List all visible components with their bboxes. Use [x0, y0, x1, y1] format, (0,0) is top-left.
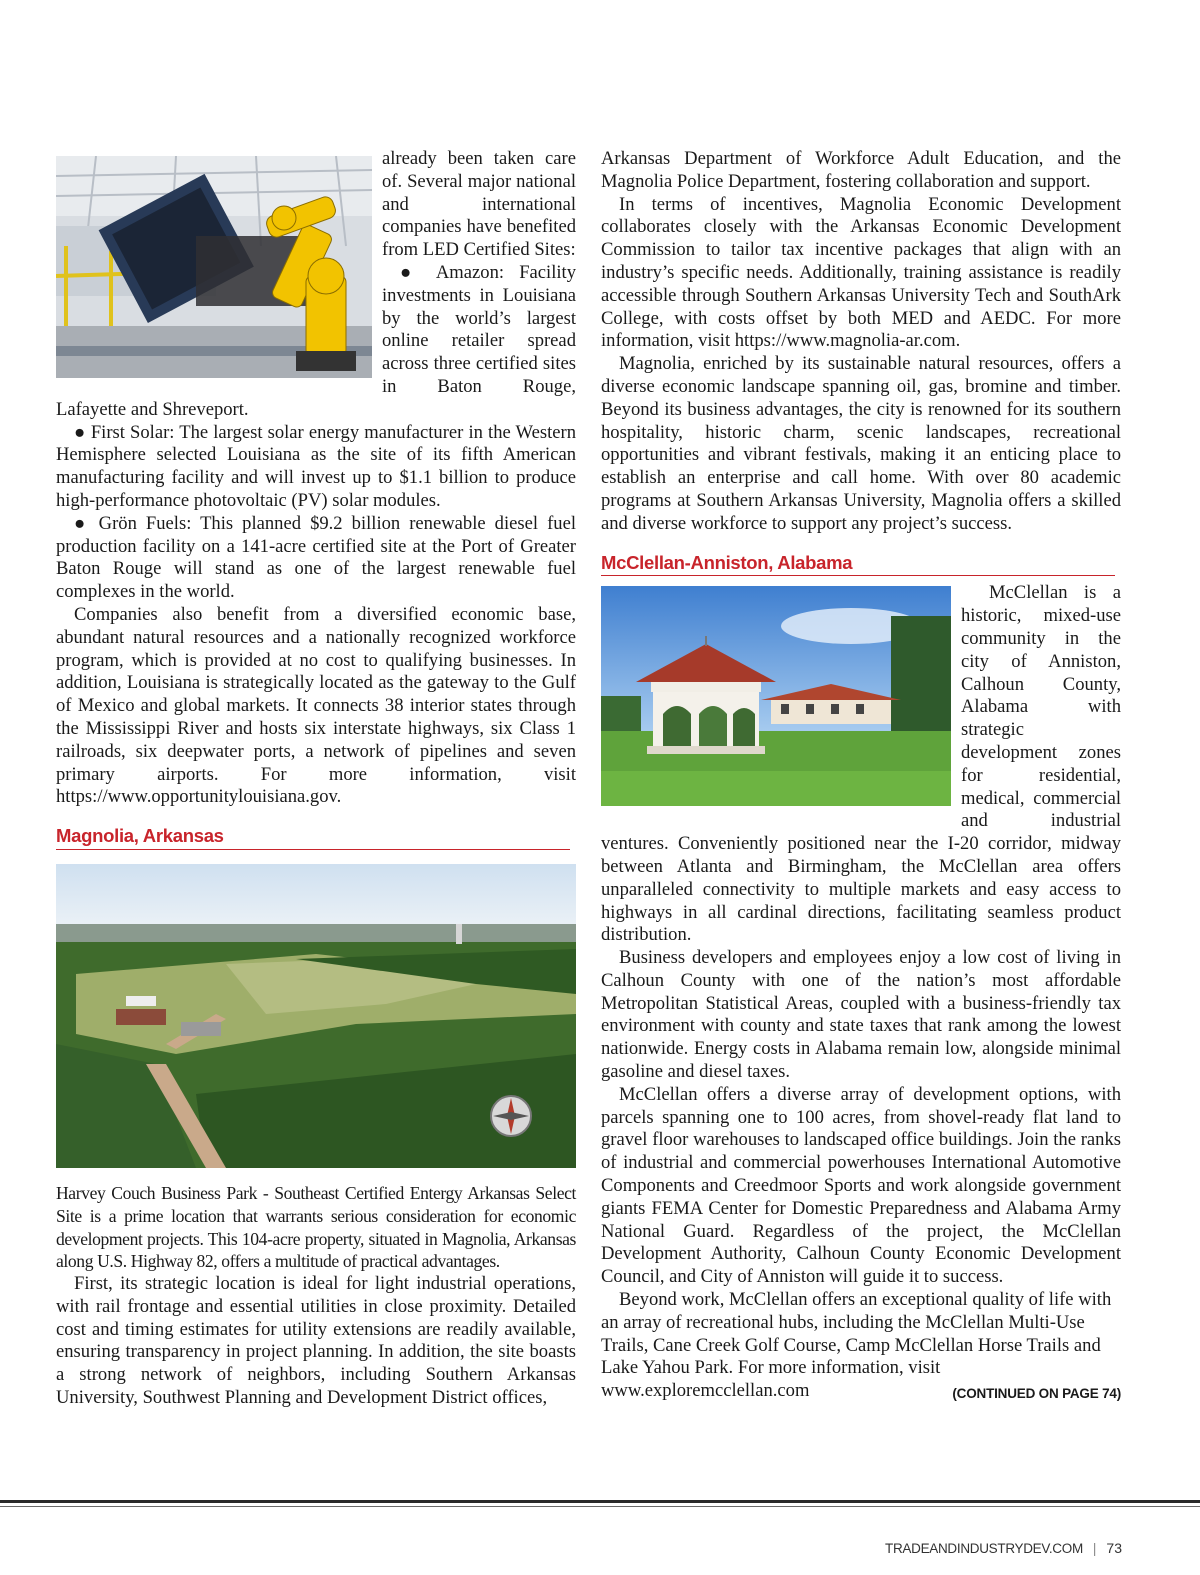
page-number: 73	[1106, 1540, 1122, 1556]
magnolia-heading: Magnolia, Arkansas	[56, 825, 570, 850]
footer-rule-thin	[0, 1506, 1200, 1507]
right-column	[601, 148, 1121, 1406]
paragraph: Arkansas Department of Workforce Adult Education, and the Magnolia Police Department, fostering collaboration and support.	[601, 148, 1121, 192]
continued-note: (CONTINUED ON PAGE 74)	[952, 1386, 1121, 1402]
gazebo-photo	[601, 586, 951, 806]
aerial-business-park-photo	[56, 864, 576, 1168]
paragraph: In terms of incentives, Magnolia Economic Development collaborates closely with the Arkansas Economic Development Commission to tailor tax incentive packages that align with an industry’s specific needs. Additionally, training assistance is readily accessible through Southern Arkansas University Tech and SouthArk College, with costs offset by both MED and AEDC. For more information, visit https://www.magnolia-ar.com.	[601, 193, 1121, 352]
robotic-arm-photo	[56, 156, 372, 378]
bullet-first-solar: ● First Solar: The largest solar energy manufacturer in the Western Hemisphere selected Louisiana as the site of its fifth American manufacturing facility and will invest up to $1.1 billion to produce high-performance photovoltaic (PV) solar modules.	[56, 421, 576, 511]
paragraph: McClellan offers a diverse array of development options, with parcels spanning one to 100 acres, from shovel-ready flat land to gravel floor warehouses to landscaped office buildings. Join the ranks of industrial and commercial powerhouses International Automotive Components and Creedmoor Sports and work alongside government giants FEMA Center for Domestic Preparedness and Alabama Army National Guard. Regardless of the project, the McClellan Development Authority, Calhoun County Economic Development Council, and City of Anniston will guide it to success.	[601, 1083, 1121, 1288]
footer-separator: |	[1092, 1541, 1097, 1556]
paragraph	[601, 1289, 1121, 1403]
paragraph: Business developers and employees enjoy a low cost of living in Calhoun County with one of the nation’s most affordable Metropolitan Statistical Areas, coupled with a business-friendly tax environment with county and state taxes that rank among the lowest nationwide. Energy costs in Alabama remain low, alongside minimal gasoline and diesel taxes.	[601, 947, 1121, 1083]
footer-rule	[0, 1500, 1200, 1503]
paragraph: McClellan is a historic, mixed-use community in the city of Anniston, Calhoun County, Alabama with strategic development zones for residential, medical, commercial and industrial ventures. Conveniently positioned near the I-20 corridor, midway between Atlanta and Birmingham, the McClellan area offers unparalleled connectivity to multiple markets and easy access to highways in all cardinal directions, facilitating seamless product distribution.	[601, 582, 1121, 946]
bullet-gron-fuels: ● Grön Fuels: This planned $9.2 billion renewable diesel fuel production facility on a 141-acre certified site at the Port of Greater Baton Rouge will stand as one of the largest renewable fuel complexes in the world.	[56, 512, 576, 603]
closing-paragraph-text: Beyond work, McClellan offers an exceptional quality of life with an array of recreational hubs, including the McClellan Multi-Use Trails, Cane Creek Golf Course, Camp McClellan Horse Trails and Lake Yahou Park. For more information, visit www.exploremcclellan.com	[601, 1289, 1112, 1402]
paragraph: Companies also benefit from a diversified economic base, abundant natural resources and a nationally recognized workforce program, which is provided at no cost to qualifying businesses. In addition, Louisiana is strategically located as the gateway to the Gulf of Mexico and global markets. It connects 38 interior states through the Mississippi River and hosts six interstate highways, six Class 1 railroads, six deepwater ports, a network of pipelines and seven primary airports. For more information, visit https://www.opportunitylouisiana.gov.	[56, 603, 576, 808]
paragraph: Magnolia, enriched by its sustainable natural resources, offers a diverse economic landscape spanning oil, gas, bromine and timber. Beyond its business advantages, the city is renowned for its southern hospitality, historic charm, scenic landscapes, recreational opportunities and vibrant festivals, making it an enticing place to establish an enterprise and call home. With over 80 academic programs at Southern Arkansas University, Magnolia offers a skilled and diverse workforce to support any project’s success.	[601, 353, 1121, 534]
page-footer	[885, 1540, 1122, 1556]
mcclellan-heading: McClellan-Anniston, Alabama	[601, 552, 1115, 577]
aerial-photo-caption: Harvey Couch Business Park - Southeast Certified Entergy Arkansas Select Site is a prime location that warrants serious consideration for economic development projects. This 104-acre property, situated in Magnolia, Arkansas along U.S. Highway 82, offers a multitude of practical advantages.	[56, 1182, 576, 1272]
paragraph: already been taken care of. Several major national and international companies have benefited from LED Certified Sites:	[382, 148, 576, 261]
footer-site: TRADEANDINDUSTRYDEV.COM	[885, 1541, 1083, 1556]
left-column	[56, 148, 576, 1410]
bullet-amazon: ● Amazon: Facility investments in Louisiana by the world’s largest online retailer spread across three certified sites in Baton Rouge, Lafayette and Shreveport.	[56, 261, 576, 420]
paragraph: First, its strategic location is ideal for light industrial operations, with rail frontage and essential utilities in close proximity. Detailed cost and timing estimates for utility extensions are readily available, ensuring transparency in project planning. In addition, the site boasts a strong network of neighbors, including Southern Arkansas University, Southwest Planning and Development District offices,	[56, 1273, 576, 1409]
